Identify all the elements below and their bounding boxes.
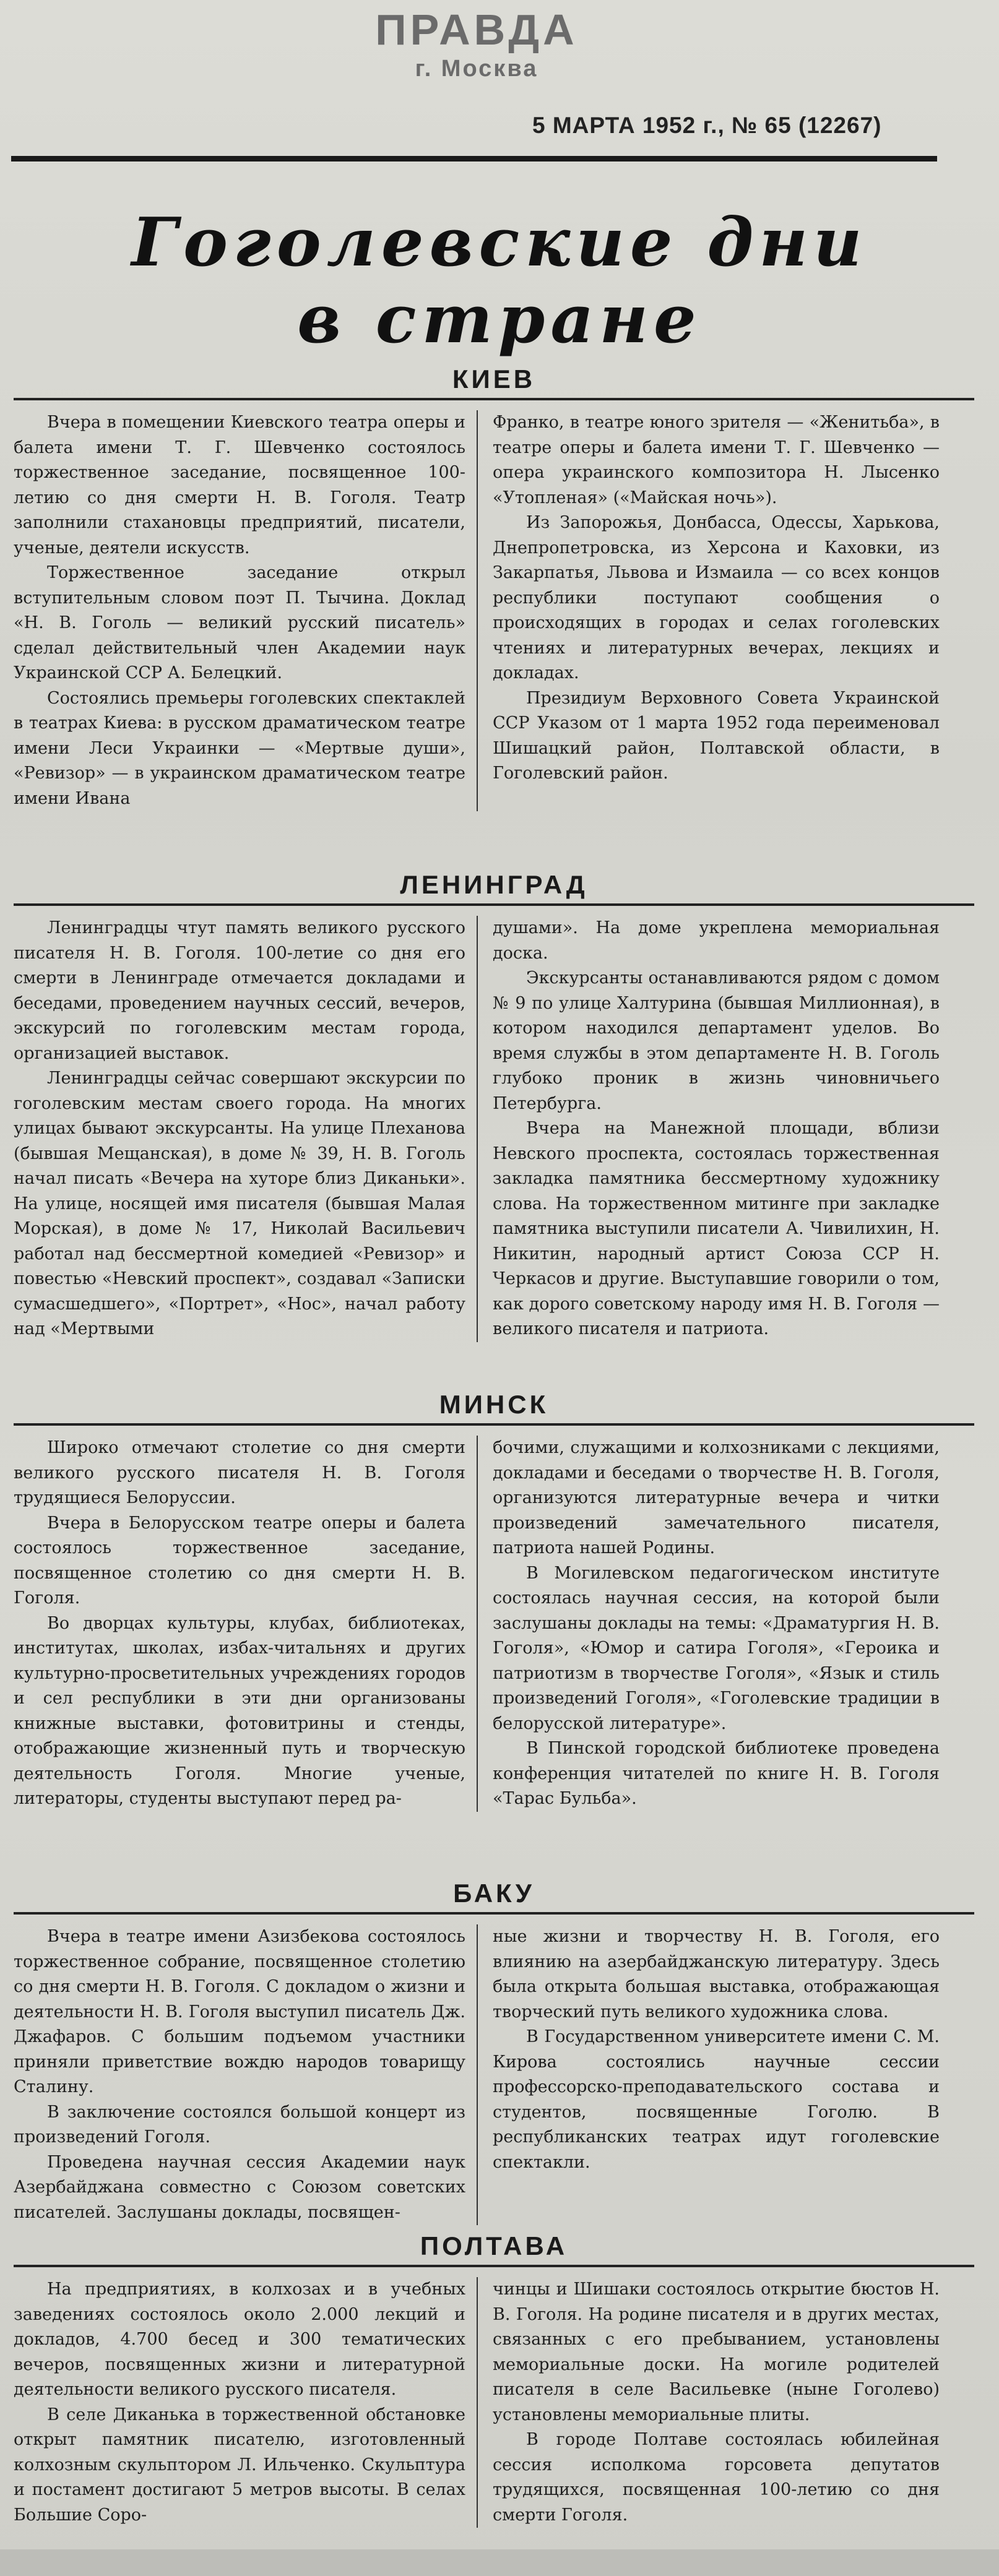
section-minsk	[14, 1386, 974, 1812]
paragraph: В городе Полтаве состоялась юбилейная сессия исполкома горсовета депутатов трудящихся, посвященная 100-летию со дня смерти Гоголя.	[493, 2430, 940, 2525]
section-kiev	[14, 361, 974, 811]
column-left	[14, 916, 477, 1342]
article-columns	[14, 1915, 974, 2225]
archive-stamp	[347, 5, 607, 83]
paragraph: чинцы и Шишаки состоялось открытие бюстов Н. В. Гоголя. На родине писателя и в других местах, связанных с его пребыванием, установлены мемориальные доски. На могиле родителей писателя в селе Васильевке (ныне Гоголево) установлены мемориальные плиты.	[493, 2280, 940, 2424]
paragraph: В заключение состоялся большой концерт из произведений Гоголя.	[14, 2102, 465, 2147]
section-title: КИЕВ	[452, 364, 536, 394]
section-baku	[14, 1875, 974, 2225]
section-title: ПОЛТАВА	[420, 2231, 568, 2260]
paragraph: Президиум Верховного Совета Украинской ССР Указом от 1 марта 1952 года переименовал Шишацкий район, Полтавской области, в Гоголевский район.	[493, 688, 940, 783]
column-left	[14, 1436, 477, 1812]
section-leningrad	[14, 866, 974, 1342]
paragraph: Вчера в Белорусском театре оперы и балета состоялось торжественное заседание, посвященное столетию со дня смерти Н. В. Гоголя.	[14, 1513, 465, 1608]
column-right	[477, 916, 940, 1342]
paragraph: Франко, в театре юного зрителя — «Женитьба», в театре оперы и балета имени Т. Г. Шевченко — опера украинского композитора Н. Лысенко «Утопленая» («Майская ночь»).	[493, 413, 940, 507]
column-right	[477, 1436, 940, 1812]
paragraph: Вчера на Манежной площади, вблизи Невского проспекта, состоялась торжественная закладка памятника бессмертному художнику слова. На торжественном митинге при закладке памятника выступили писатели А. Чивилихин, Н. Никитин, народный артист Союза ССР Н. Черкасов и другие. Выступавшие говорили о том, как дорого советскому народу имя Н. В. Гоголя — великого писателя и патриота.	[493, 1119, 940, 1338]
issue-dateline: 5 МАРТА 1952 г., № 65 (12267)	[532, 113, 882, 138]
column-right	[477, 410, 940, 811]
article-columns	[14, 1426, 974, 1812]
headline-line-2: в стране	[297, 280, 702, 358]
section-title: БАКУ	[453, 1879, 535, 1908]
masthead-rule	[11, 156, 937, 162]
section-title: ЛЕНИНГРАД	[400, 870, 588, 899]
paragraph: Вчера в помещении Киевского театра оперы и балета имени Т. Г. Шевченко состоялось торжественное заседание, посвященное 100-летию со дня смерти Н. В. Гоголя. Театр заполнили стахановцы предприятий, писатели, ученые, деятели искусств.	[14, 413, 465, 558]
headline-line-1: Гоголевские дни	[131, 204, 868, 282]
article-columns	[14, 400, 974, 811]
paragraph: Из Запорожья, Донбасса, Одессы, Харькова, Днепропетровска, из Херсона и Каховки, из Закарпатья, Львова и Измаила — со всех концов республики поступают сообщения о происходящих в городах и селах гоголевских чтениях и литературных вечерах, лекциях и докладах.	[493, 513, 940, 683]
column-left	[14, 1924, 477, 2225]
stamp-city: г. Москва	[415, 56, 538, 82]
scan-edge	[0, 2549, 999, 2576]
paragraph: душами». На доме укреплена мемориальная доска.	[493, 918, 940, 963]
paragraph: Вчера в театре имени Азизбекова состоялось торжественное собрание, посвященное столетию со дня смерти Н. В. Гоголя. С докладом о жизни и деятельности Н. В. Гоголя выступил писатель Дж. Джафаров. С большим подъемом участники приняли приветствие вождю народов товарищу Сталину.	[14, 1927, 465, 2096]
paragraph: На предприятиях, в колхозах и в учебных заведениях состоялось около 2.000 лекций и докладов, 4.700 бесед и 300 тематических вечеров, посвященных жизни и литературной деятельности великого русского писателя.	[14, 2280, 465, 2399]
paragraph: Широко отмечают столетие со дня смерти великого русского писателя Н. В. Гоголя трудящиеся Белоруссии.	[14, 1438, 465, 1507]
paragraph: Ленинградцы чтут память великого русского писателя Н. В. Гоголя. 100-летие со дня его смерти в Ленинграде отмечается докладами и беседами, проведением научных сессий, вечеров, экскурсий по гоголевским местам города, организацией выставок.	[14, 918, 465, 1063]
paragraph: В Могилевском педагогическом институте состоялась научная сессия, на которой были заслушаны доклады на темы: «Драматургия Н. В. Гоголя», «Юмор и сатира Гоголя», «Героика и патриотизм в творчестве Гоголя», «Язык и стиль произведений Гоголя», «Гоголевские традиции в белорусской литературе».	[493, 1563, 940, 1733]
paragraph: Торжественное заседание открыл вступительным словом поэт П. Тычина. Доклад «Н. В. Гоголь — великий русский писатель» сделал действительный член Академии наук Украинской ССР А. Белецкий.	[14, 563, 465, 683]
paragraph: Ленинградцы сейчас совершают экскурсии по гоголевским местам своего города. На многих улицах бывают экскурсанты. На улице Плеханова (бывшая Мещанская), в доме № 39, Н. В. Гоголь начал писать «Вечера на хуторе близ Диканьки». На улице, носящей имя писателя (бывшая Малая Морская), в доме № 17, Николай Васильевич работал над бессмертной комедией «Ревизор» и повестью «Невский проспект», создавал «Записки сумасшедшего», «Портрет», «Нос», начал работу над «Мертвыми	[14, 1069, 465, 1338]
column-left	[14, 410, 477, 811]
column-right	[477, 2277, 940, 2528]
column-right	[477, 1924, 940, 2225]
paragraph: бочими, служащими и колхозниками с лекциями, докладами и беседами о творчестве Н. В. Гоголя, организуются литературные вечера и читки произведений замечательного писателя, патриота нашей Родины.	[493, 1438, 940, 1557]
paragraph: Проведена научная сессия Академии наук Азербайджана совместно с Союзом советских писателей. Заслушаны доклады, посвящен-	[14, 2152, 465, 2222]
paragraph: В селе Диканька в торжественной обстановке открыт памятник писателю, изготовленный колхозным скульптором Л. Ильченко. Скульптура и постамент достигают 5 метров высоты. В селах Большие Соро-	[14, 2405, 465, 2525]
paragraph: Экскурсанты останавливаются рядом с домом № 9 по улице Халтурина (бывшая Миллионная), в котором находился департамент уделов. Во время службы в этом департаменте Н. В. Гоголь глубоко проник в жизнь чиновничьего Петербурга.	[493, 968, 940, 1113]
article-columns	[14, 2267, 974, 2528]
paragraph: В Пинской городской библиотеке проведена конференция читателей по книге Н. В. Гоголя «Тарас Бульба».	[493, 1739, 940, 1808]
column-left	[14, 2277, 477, 2528]
article-columns	[14, 906, 974, 1342]
section-poltava	[14, 2228, 974, 2528]
stamp-paper-name: ПРАВДА	[375, 6, 578, 54]
paragraph: В Государственном университете имени С. М. Кирова состоялись научные сессии профессорско-преподавательского состава и студентов, посвященные Гоголю. В республиканских театрах идут гоголевские спектакли.	[493, 2027, 940, 2172]
paragraph: ные жизни и творчеству Н. В. Гоголя, его влиянию на азербайджанскую литературу. Здесь была открыта большая выставка, отображающая творческий путь великого художника слова.	[493, 1927, 940, 2022]
paragraph: Состоялись премьеры гоголевских спектаклей в театрах Киева: в русском драматическом театре имени Леси Украинки — «Мертвые души», «Ревизор» — в украинском драматическом театре имени Ивана	[14, 688, 465, 808]
paragraph: Во дворцах культуры, клубах, библиотеках, институтах, школах, избах-читальнях и других культурно-просветительных учреждениях городов и сел республики в эти дни организованы книжные выставки, фотовитрины и стенды, отображающие жизненный путь и творческую деятельность Гоголя. Многие ученые, литераторы, студенты выступают перед ра-	[14, 1613, 465, 1808]
section-title: МИНСК	[439, 1390, 549, 1419]
